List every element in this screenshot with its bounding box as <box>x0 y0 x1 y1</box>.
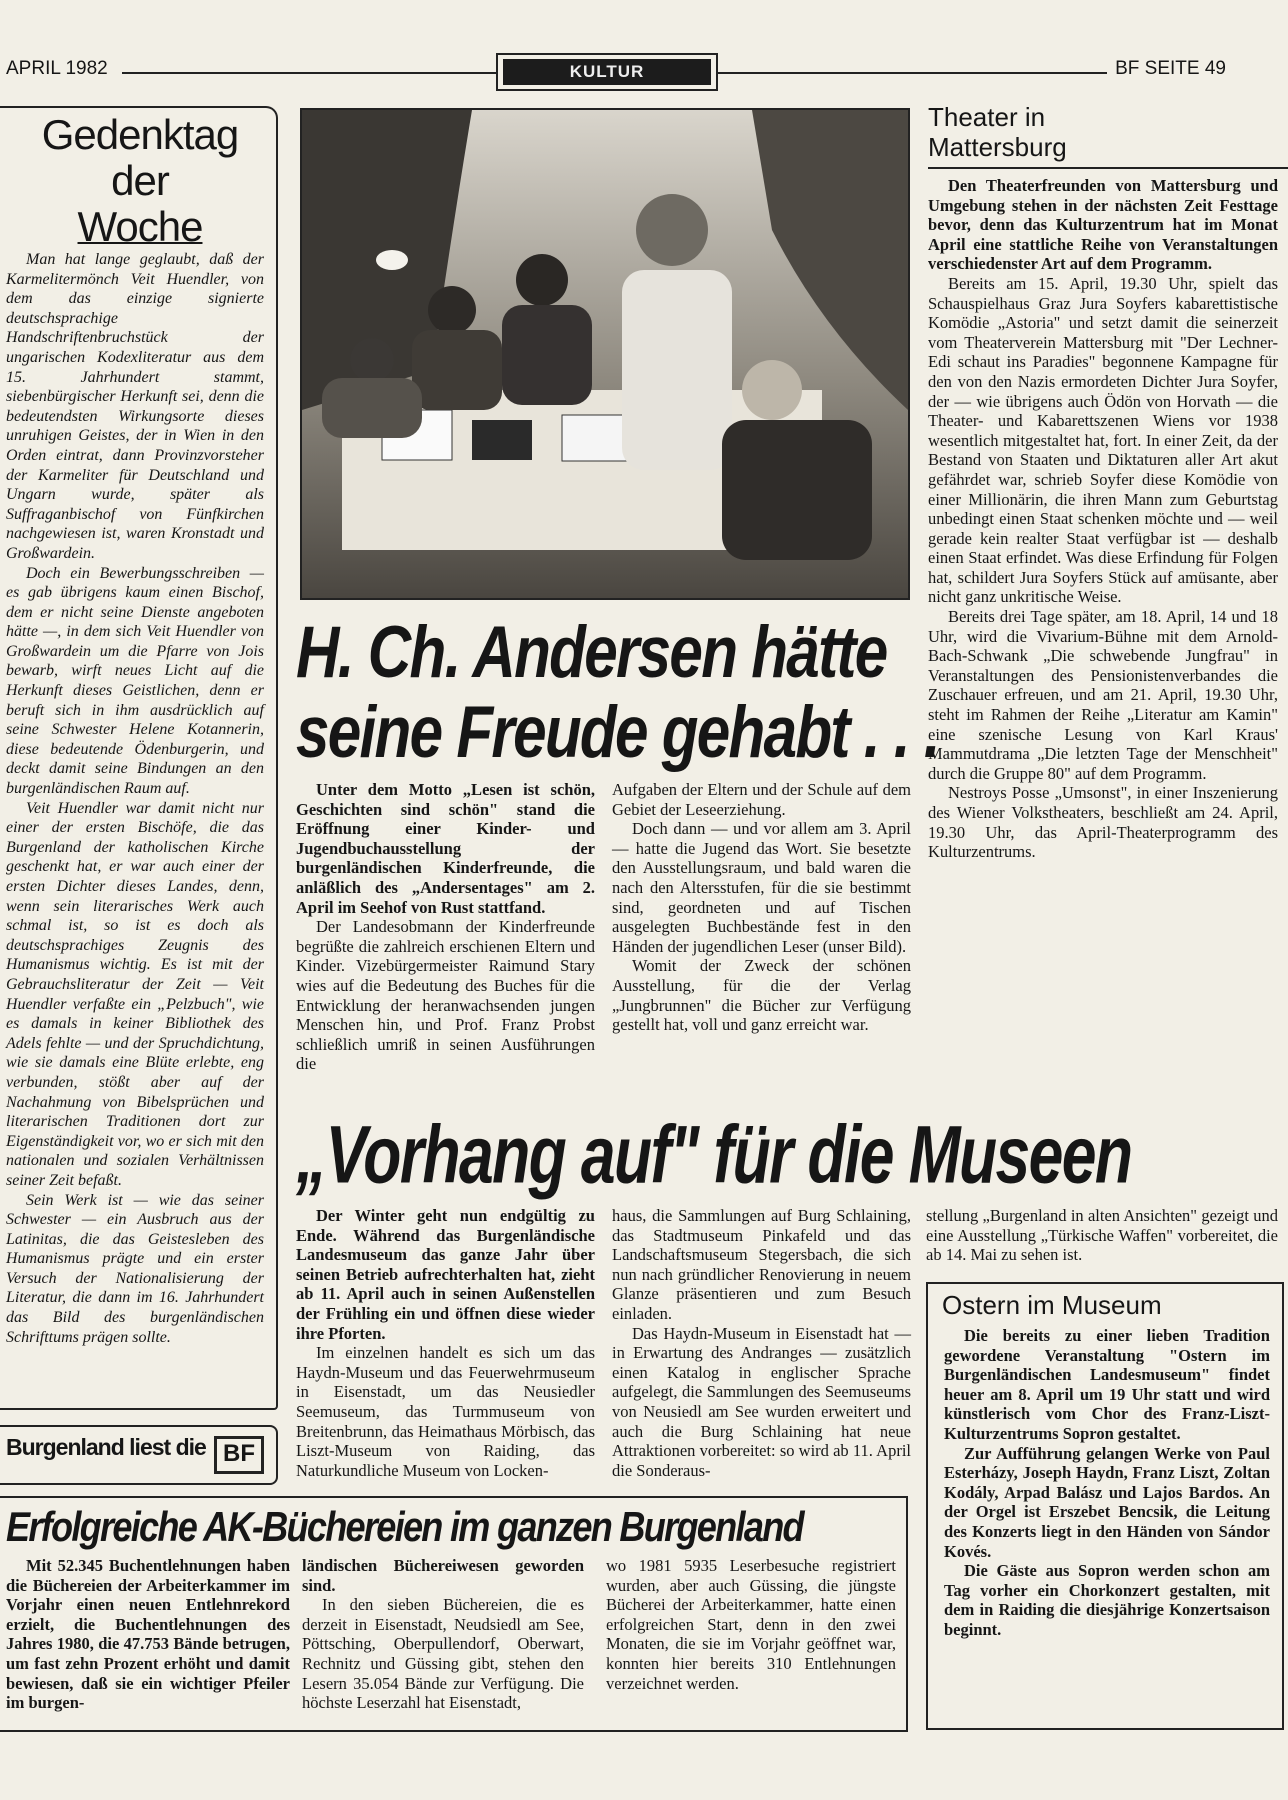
gedenktag-paragraph: Man hat lange geglaubt, daß der Karmelitermönch Veit Huendler, von dem das einzige signierte deutschsprachige Handschriftenbruchstück der ungarischen Kodexliteratur aus dem 15. Jahrhundert stammt, siebenbürgischer Herkunft sei, denn die bedeutendsten Wirkungsorte dieses unruhigen Geistes, der in Wien in den Orden eintrat, dann Provinzvorsteher der Karmeliter für Deutschland und Ungarn wurde, später als Suffraganbischof von Fünfkirchen nachgewiesen ist, waren Kronstadt und Großwardein. <box>6 251 264 562</box>
ak-headline: Erfolgreiche AK-Büchereien im ganzen Burgenland <box>6 1503 803 1550</box>
gedenktag-title-line: der <box>111 157 169 204</box>
museen-headline: „Vorhang auf" für die Museen <box>296 1107 1132 1201</box>
andersen-paragraph: Doch dann — und vor allem am 3. April — hatte die Jugend das Wort. Sie besetzte den Ausstellungsraum, und bald waren die nach den Altersstufen, für die sie bestimmt sind, geordneten und auf Tischen ausgelegten Buchbestände fest in den Händen der jugendlichen Leser (unser Bild). <box>612 819 911 956</box>
ak-column-2 <box>302 1556 584 1713</box>
article-photo <box>300 108 910 600</box>
andersen-headline <box>296 612 939 772</box>
museen-paragraph: Im einzelnen handelt es sich um das Haydn-Museum und das Feuerwehrmuseum in Eisenstadt, um das Neusiedler Seemuseum, das Turmmuseum von Breitenbrunn, das Heimathaus Mörbisch, das Liszt-Museum von Raiding, das Naturkundliche Museum von Locken- <box>296 1343 595 1480</box>
ostern-paragraph: Zur Aufführung gelangen Werke von Paul Esterházy, Joseph Haydn, Franz Liszt, Zoltan Kodály, Arpad Balász und Lajos Bardos. An der Orgel ist Erszebet Bencsik, die Leitung des Konzerts liegt in den Händen von Sándor Kovés. <box>944 1443 1270 1561</box>
andersen-paragraph: Der Landesobmann der Kinderfreunde begrüßte die zahlreich erschienen Eltern und Kinder. Vizebürgermeister Raimund Stary wies auf die Bedeutung des Buches für die Entwicklung der heranwachsenden jungen Menschen hin, und Prof. Franz Probst schließlich umriß in seinen Ausführungen die <box>296 917 595 1074</box>
ak-lead: Mit 52.345 Buchentlehnungen haben die Büchereien der Arbeiterkammer im Vorjahr einen neuen Entlehnrekord erzielt, die Buchentlehnungen des Jahres 1980, die 47.753 Bände betrugen, um fast zehn Prozent erhöht und damit bewiesen, daß sie ein wichtiger Pfeiler im burgen- <box>6 1556 290 1713</box>
ak-column-3 <box>606 1556 896 1693</box>
museen-column-1 <box>296 1206 595 1480</box>
issue-date: APRIL 1982 <box>6 58 116 80</box>
andersen-paragraph: Womit der Zweck der schönen Ausstellung, für die der Verlag „Jungbrunnen" die Bücher zur Verfügung gestellt hat, voll und ganz erreicht war. <box>612 956 911 1035</box>
andersen-column-1 <box>296 780 595 1074</box>
andersen-column-2 <box>612 780 911 1035</box>
section-label: KULTUR <box>503 59 711 85</box>
museen-paragraph: Das Haydn-Museum in Eisenstadt hat — in Erwartung des Andranges — zusätzlich einen Katalog in englischer Sprache aufgelegt, die Sammlungen des Seemuseums von Neusiedl am See wurden erweitert und auch die Burg Schlaining hat neue Attraktionen vorbereitet: so wird ab 11. April die Sonderaus- <box>612 1323 911 1480</box>
theater-title-line: Mattersburg <box>928 132 1067 162</box>
museen-lead: Der Winter geht nun endgültig zu Ende. Während das Burgenländische Landesmuseum das ganze Jahr über seinen Betrieb aufrechterhalten hat, zieht ab 11. April auch in seinen Außenstellen der Frühling ein und öffnen diese wieder ihre Pforten. <box>296 1206 595 1343</box>
theater-title <box>928 102 1067 162</box>
ak-column-1 <box>6 1556 290 1713</box>
section-label-box <box>496 53 718 91</box>
gedenktag-paragraph: Veit Huendler war damit nicht nur einer der ersten Bischöfe, die das Burgenland der katholischen Kirche geschenkt hat, er war auch einer der ersten Dichter dieses Landes, denn, wenn sein literarisches Werk auch schmal ist, so ist es doch als deutschsprachiges Zeugnis des Humanismus wichtig. Es ist mit der Gebrauchsliteratur der Zeit — Veit Huendler verfaßte ein „Pelzbuch", wie es damals in keiner Bibliothek des Adels fehlte — und der Spruchdichtung, wie sie damals eine Blüte erlebte, eng verbunden, stößt aber auf der Nachahmung von Bibelsprüchen und literarischen Traditionen dort zur Eigenständigkeit vor, wo er sich mit den nationalen und sozialen Verhältnissen seiner Zeit befaßt. <box>6 799 264 1189</box>
photo-children-reading-illustration <box>302 110 908 598</box>
ak-paragraph: wo 1981 5935 Leserbesuche registriert wurden, aber auch Güssing, die jüngste Bücherei der Arbeiterkammer, hatte einen erfolgreichen Start, denn in den zwei Monaten, die sie im Vorjahr geöffnet war, konnten hier bereits 310 Entlehnungen verzeichnet werden. <box>606 1556 896 1693</box>
museen-column-2 <box>612 1206 911 1480</box>
gedenktag-paragraph: Sein Werk ist — wie das seiner Schwester — ein Ausbruch aus der Latinitas, die das Geistesleben des Humanismus prägte und ein erster Versuch der Nationalisierung der Literatur, die dann im 16. Jahrhundert das Bild des burgenländischen Schrifttums prägen sollte. <box>6 1191 264 1346</box>
andersen-lead: Unter dem Motto „Lesen ist schön, Geschichten sind schön" stand die Eröffnung einer Kinder- und Jugendbuchausstellung der burgenländischen Kinderfreunde, die anläßlich des „Andersentages" am 2. April im Seehof von Rust stattfand. <box>296 780 595 917</box>
bf-logo: BF <box>214 1436 264 1474</box>
theater-title-rule <box>928 167 1288 169</box>
ak-paragraph: In den sieben Büchereien, die es derzeit in Eisenstadt, Neudsiedl am See, Pöttsching, Oberpullendorf, Oberwart, Rechnitz und Güssing gibt, stehen den Lesern 35.054 Bände zur Verfügung. Die höchste Leserzahl hat Eisenstadt, <box>302 1595 584 1713</box>
theater-lead: Den Theaterfreunden von Mattersburg und Umgebung stehen in der nächsten Zeit Festtage bevor, denn das Kulturzentrum hat im Monat April eine stattliche Reihe von Veranstaltungen verschiedenster Art auf dem Programm. <box>928 176 1278 274</box>
gedenktag-paragraph: Doch ein Bewerbungsschreiben — es gab übrigens kaum einen Bischof, dem er nicht seine Dienste angeboten hätte —, in dem sich Veit Huendler von Großwardein um die Pfarre von Jois bewarb, wirft neues Licht auf die Herkunft dieses Geistlichen, denn er beruft sich in ihm ausdrücklich auf seine Schwester Helene Kotannerin, diese bedeutende Ödenburgerin, und deckt damit seine Bindungen an den burgenländischen Raum auf. <box>6 564 264 798</box>
gedenktag-article <box>6 250 264 1347</box>
theater-title-line: Theater in <box>928 102 1046 132</box>
ostern-paragraph: Die Gäste aus Sopron werden schon am Tag vorher ein Chorkonzert gestalten, mit dem in Raiding die diesjährige Konzertsaison beginnt. <box>944 1561 1270 1639</box>
museen-column-3 <box>926 1206 1278 1265</box>
museen-paragraph: haus, die Sammlungen auf Burg Schlaining, das Stadtmuseum Pinkafeld und das Landschaftsmuseum Stegersbach, die sich nun nach gründlicher Renovierung in neuem Glanze präsentieren und zum Besuch einladen. <box>612 1206 911 1323</box>
theater-paragraph: Bereits drei Tage später, am 18. April, 14 und 18 Uhr, wird die Vivarium-Bühne mit dem Arnold-Bach-Schwank „Die schwebende Jungfrau" in Veranstaltungen des Pensionistenverbandes die Zuschauer erfreuen, und am 21. April, 19.30 Uhr, steht im Rahmen der Reihe „Literatur am Kamin" eine szenische Lesung von Karl Kraus' Mammutdrama „Die letzten Tage der Menschheit" durch die Gruppe 80" auf dem Programm. <box>928 607 1278 783</box>
theater-paragraph: Nestroys Posse „Umsonst", in einer Inszenierung des Wiener Volkstheaters, beschließt am 24. April, 19.30 Uhr, das April-Theaterprogramm des Kulturzentrums. <box>928 783 1278 862</box>
promo-text: Burgenland liest die <box>6 1434 206 1460</box>
theater-paragraph: Bereits am 15. April, 19.30 Uhr, spielt das Schauspielhaus Graz Jura Soyfers kabarettistische Komödie „Astoria" und setzt damit die seinerzeit vom Theaterverein Mattersburg mit "Der Lechner-Edi schaut ins Paradies" begonnene Kampagne für den von den Nazis ermordeten Dichter Jura Soyfer, der — wie übrigens auch Ödön von Horvath — die Theater- und Kabarettszenen Wiens vor 1938 wesentlich mitgestaltet hat, fort. In einer Zeit, da der Bestand von Staaten und Diktaturen aller Art akut gefährdet war, schrieb Soyfer diese Komödie von einer Millionärin, die ihren Mann zum Geburtstag unbedingt einen Staat schenken möchte und — weil gerade kein realter Staat verfügbar ist — deshalb einen Staat erfindet. Was diese Erfindung für Folgen hat, schildert Jura Soyfers Stück auf amüsante, aber nicht ganz unkritische Weise. <box>928 273 1278 607</box>
theater-article <box>928 176 1278 862</box>
ostern-lead: Die bereits zu einer lieben Tradition gewordene Veranstaltung "Ostern im Burgenländischen Landesmuseum" findet heuer am 8. April um 19 Uhr statt und wird künstlerisch vom Chor des Franz-Liszt-Kulturzentrums Sopron gestaltet. <box>944 1326 1270 1443</box>
andersen-paragraph: Aufgaben der Eltern und der Schule auf dem Gebiet der Leseerziehung. <box>612 780 911 819</box>
andersen-headline-line: seine Freude gehabt . . . <box>296 690 939 773</box>
museen-paragraph: stellung „Burgenland in alten Ansichten" gezeigt und eine Ausstellung „Türkische Waffen" vorbereitet, die ab 14. Mai zu sehen ist. <box>926 1206 1278 1265</box>
andersen-headline-line: H. Ch. Andersen hätte <box>296 610 887 693</box>
ostern-title: Ostern im Museum <box>942 1290 1162 1320</box>
gedenktag-title-line: Woche <box>77 203 203 250</box>
gedenktag-title-line: Gedenktag <box>41 111 239 158</box>
ak-paragraph: ländischen Büchereiwesen geworden sind. <box>302 1556 584 1595</box>
page-number: BF SEITE 49 <box>1107 58 1226 80</box>
gedenktag-title <box>30 112 250 250</box>
ostern-article <box>944 1326 1270 1640</box>
